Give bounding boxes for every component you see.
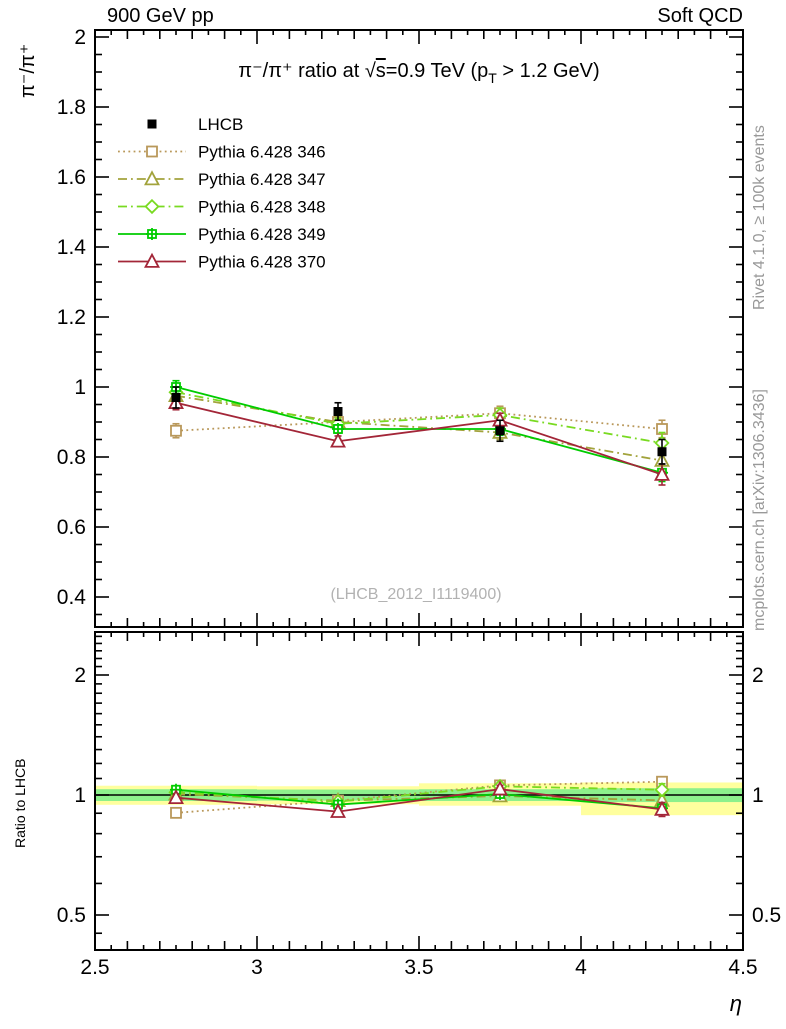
legend-label: Pythia 6.428 348	[198, 197, 326, 217]
plot-title	[238, 60, 599, 86]
x-tick-label: 4	[575, 956, 587, 979]
series-Pythia-6.428-346	[171, 406, 667, 438]
series-Pythia-6.428-370	[170, 396, 669, 485]
x-tick-label: 3	[251, 956, 263, 979]
legend	[118, 115, 326, 272]
header-process-label: Soft QCD	[657, 5, 743, 27]
plot-title-sqrt-arg: s	[375, 60, 386, 82]
analysis-watermark: (LHCB_2012_I1119400)	[330, 586, 502, 603]
y-tick-label-ratio: 0.5	[56, 904, 86, 927]
marker-open-diamond	[146, 200, 159, 213]
y-tick-label-ratio: 2	[74, 664, 86, 687]
main-panel-series	[170, 381, 669, 485]
legend-label: Pythia 6.428 346	[198, 142, 326, 162]
axes-and-ticks	[57, 26, 781, 979]
x-tick-label: 2.5	[80, 956, 110, 979]
y-tick-label-main: 0.6	[56, 516, 86, 539]
legend-label: Pythia 6.428 370	[198, 252, 326, 272]
legend-entry-LHCB	[148, 115, 244, 134]
plot-title-pre: π⁻/π⁺ ratio at √	[238, 60, 376, 82]
plot-title-eq: =0.9 TeV (p	[385, 60, 489, 82]
legend-entry-Pythia-6.428-348	[118, 198, 326, 217]
marker-filled-square	[148, 120, 157, 129]
x-tick-label: 4.5	[728, 956, 758, 979]
marker-open-square	[171, 426, 181, 436]
y-tick-label-ratio: 1	[74, 784, 86, 807]
y-tick-label-main: 1.6	[56, 166, 86, 189]
y-tick-label-main: 2	[74, 26, 86, 49]
series-line	[176, 403, 662, 475]
x-axis-label: η	[729, 991, 742, 1016]
y-tick-label-main: 0.8	[56, 446, 86, 469]
header-beam-label: 900 GeV pp	[107, 5, 214, 27]
marker-filled-square	[172, 393, 181, 402]
legend-label: Pythia 6.428 349	[198, 225, 326, 244]
legend-entry-Pythia-6.428-346	[118, 143, 326, 162]
ratio-axis-label: Ratio to LHCB	[12, 758, 28, 848]
legend-entry-Pythia-6.428-349	[118, 225, 326, 244]
main-panel-frame	[95, 30, 743, 627]
y-tick-label-ratio-right: 0.5	[752, 904, 782, 927]
plot-title-sub: T	[488, 70, 497, 86]
y-tick-label-main: 1.8	[56, 96, 86, 119]
marker-filled-square	[496, 426, 505, 435]
plot-title-post: > 1.2 GeV)	[496, 60, 600, 82]
marker-filled-square	[334, 407, 343, 416]
y-tick-label-main: 1.4	[56, 236, 86, 259]
marker-open-square	[171, 808, 181, 818]
marker-open-square	[147, 147, 157, 157]
y-tick-label-ratio-right: 2	[752, 664, 764, 687]
y-tick-label-ratio-right: 1	[752, 784, 764, 807]
y-axis-label: π⁻/π⁺	[17, 43, 39, 98]
reference-LHCB	[172, 387, 667, 464]
y-tick-label-main: 1.2	[56, 306, 86, 329]
x-tick-label: 3.5	[404, 956, 434, 979]
rivet-version-note: Rivet 4.1.0, ≥ 100k events	[751, 125, 768, 310]
y-tick-label-main: 0.4	[56, 586, 86, 609]
legend-label: Pythia 6.428 347	[198, 170, 326, 189]
series-line	[176, 392, 662, 443]
marker-filled-square	[658, 447, 667, 456]
mcplots-arxiv-note: mcplots.cern.ch [arXiv:1306.3436]	[751, 389, 768, 631]
legend-entry-Pythia-6.428-370	[118, 253, 326, 272]
legend-entry-Pythia-6.428-347	[118, 170, 326, 189]
y-tick-label-main: 1	[74, 376, 86, 399]
legend-label: LHCB	[198, 115, 244, 134]
